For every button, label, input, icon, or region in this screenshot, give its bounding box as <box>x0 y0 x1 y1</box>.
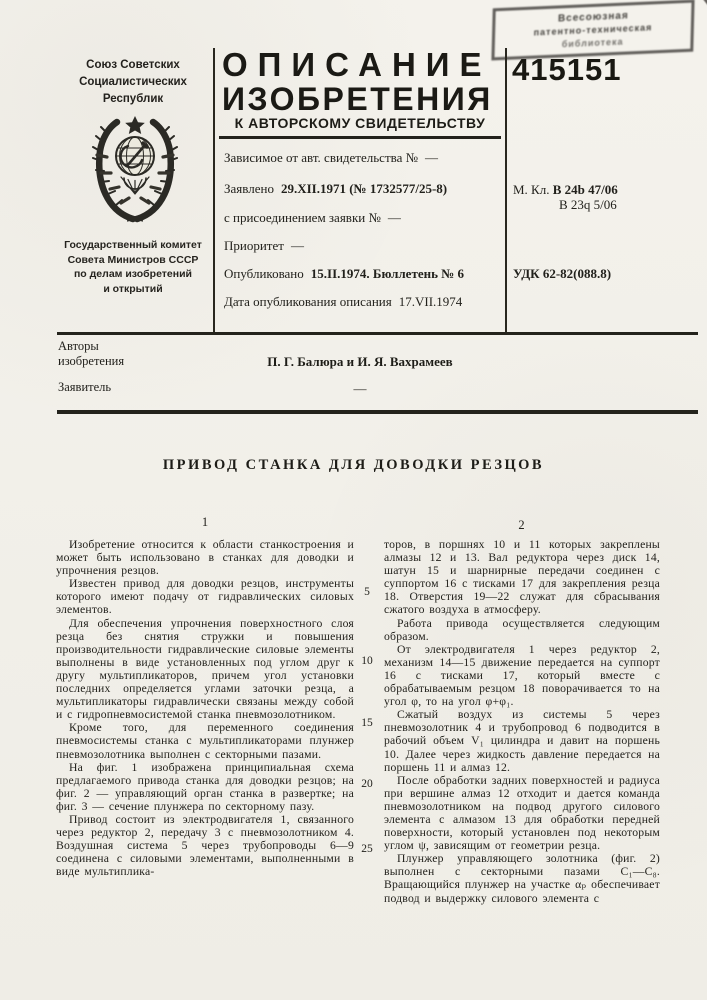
patent-number: 415151 <box>512 52 622 87</box>
paragraph: Привод состоит из электродвигателя 1, связанного через редуктор 2, передачу 3 с пневмозолотником 4. Воздушная система 5 через трубопроводы 6—9 соединена с силовыми элементами, выполненными в виде мультиплика- <box>56 812 354 879</box>
body-column-2 <box>384 538 660 905</box>
paragraph: От электродвигателя 1 через редуктор 2, механизм 14—15 движение передается на суппорт 16 с тисками 17, который вместе с обрабатываемым резцом 18 поворачивается то на угол φ, то на угол φ+φ₁. <box>384 642 660 709</box>
field-row <box>224 266 504 282</box>
committee-line: и открытий <box>103 282 163 295</box>
classification-block <box>513 182 618 212</box>
committee-line: Совета Министров СССР <box>67 253 199 266</box>
field-label: Дата опубликования описания <box>224 294 392 309</box>
field-value: 15.II.1974. Бюллетень № 6 <box>310 266 465 281</box>
union-name-line: Республик <box>102 93 164 105</box>
section-divider <box>57 410 698 414</box>
field-label: с присоединением заявки № <box>224 210 381 225</box>
field-row <box>224 181 504 197</box>
paragraph: На фиг. 1 изображена принципиальная схема предлагаемого привода станка для доводки резцов; на фиг. 2 — управляющий орган станка в развертке; на фиг. 3 — сечение плунжера по секторному пазу. <box>56 760 354 813</box>
field-value: — <box>425 150 439 165</box>
union-name <box>53 57 213 108</box>
line-number-marker: 15 <box>361 717 373 729</box>
field-value: — <box>387 210 401 225</box>
section-divider <box>57 332 698 335</box>
doc-type-title-line2: ИЗОБРЕТЕНИЯ <box>222 81 493 117</box>
classification-code: В 24b 47/06 <box>552 182 618 197</box>
header-divider-right <box>505 48 507 334</box>
line-number-marker: 5 <box>364 586 370 598</box>
authors-label <box>58 339 124 369</box>
header-divider-left <box>213 48 215 334</box>
line-number-marker: 25 <box>361 843 373 855</box>
field-row <box>224 150 504 166</box>
paragraph: Для обеспечения упрочнения поверхностного слоя резца без снятия стружки и повышения производительности гидравлические силовые элементы выполнены в виде установленных под углом друг к другу мультипликаторов, причем угол установки последних определяется углами заточки резца, а мультипликаторы гидравлически связаны между собой и с гидропневмосистемой станка пневмозолотником. <box>56 616 354 722</box>
paragraph: Плунжер управляющего золотника (фиг. 2) выполнен с секторными пазами С₁—С₈. Вращающийся плунжер на участке αₚ обеспечивает подвод и выдержку силового элемента с <box>384 852 660 905</box>
field-label: Заявлено <box>224 181 274 196</box>
field-row <box>224 294 504 310</box>
invention-title: ПРИВОД СТАНКА ДЛЯ ДОВОДКИ РЕЗЦОВ <box>162 457 545 473</box>
line-number-marker: 20 <box>361 778 373 790</box>
applicant-value: — <box>353 381 367 396</box>
authors-label-line: Авторы <box>58 339 99 353</box>
classification-label: М. Кл. <box>513 182 550 197</box>
stamp-line: библиотека <box>561 36 624 49</box>
field-value: — <box>290 238 304 253</box>
line-number-marker: 10 <box>361 655 373 667</box>
paragraph: Сжатый воздух из системы 5 через пневмозолотник 4 и трубопровод 6 подводится в рабочий объем V₁ цилиндра и давит на поршень 10. Далее через жидкость давление передается на поршень 11 и алмаз 12. <box>384 708 660 774</box>
committee-name <box>50 238 216 296</box>
doc-subtitle: К АВТОРСКОМУ СВИДЕТЕЛЬСТВУ <box>219 115 501 139</box>
union-name-line: Социалистических <box>79 76 187 88</box>
field-label: Зависимое от авт. свидетельства № <box>224 150 419 165</box>
stamp-line: Всесоюзная <box>557 9 629 25</box>
applicant-label: Заявитель <box>58 380 112 394</box>
paragraph: Известен привод для доводки резцов, инструменты которого имеют подачу от гидравлических силовых элементов. <box>56 577 354 617</box>
paragraph: торов, в поршнях 10 и 11 которых закреплены алмазы 12 и 13. Вал редуктора через диск 14, шатун 15 и шарнирные передачи соединен с суппортом 16 с тисками 17 для закрепления резца 18. Отверстия 19—22 служат для сбрасывания сжатого воздуха в атмосферу. <box>384 538 660 617</box>
paragraph: После обработки задних поверхностей и радиуса при вершине алмаз 12 отходит и дается команда пневмозолотником на подвод другого силового элемента с алмазом 13 для обработки передней поверхности, который установлен под некоторым углом ψ, зависящим от геометрии резца. <box>384 773 660 853</box>
body-column-1 <box>56 538 354 878</box>
authors-names: П. Г. Балюра и И. Я. Вахрамеев <box>267 354 453 369</box>
doc-type-title-line1: ОПИСАНИЕ <box>222 46 492 83</box>
column-number: 2 <box>518 518 525 532</box>
field-label: Приоритет <box>224 238 284 253</box>
paragraph: Изобретение относится к области станкостроения и может быть использовано в станках для доводки и упрочнения резцов. <box>56 538 354 578</box>
committee-line: Государственный комитет <box>64 239 202 251</box>
field-value: 29.XII.1971 (№ 1732577/25-8) <box>280 181 448 196</box>
paragraph: Кроме того, для переменного соединения пневмосистемы станка с мультипликаторами плунжер пневмозолотника выполнен с секторными пазами. <box>56 721 354 761</box>
udc-code: УДК 62-82(088.8) <box>513 266 612 281</box>
ussr-emblem-icon <box>88 114 182 226</box>
field-value: 17.VII.1974 <box>398 294 463 309</box>
stamp-line: патентно-техническая <box>533 21 653 38</box>
classification-code: В 23q 5/06 <box>559 197 617 212</box>
committee-line: по делам изобретений <box>73 268 193 280</box>
authors-label-line: изобретения <box>58 354 125 368</box>
field-row <box>224 210 504 226</box>
column-number: 1 <box>201 515 209 529</box>
union-name-line: Союз Советских <box>86 59 180 71</box>
field-row <box>224 238 504 254</box>
paragraph: Работа привода осуществляется следующим образом. <box>384 616 660 643</box>
field-label: Опубликовано <box>224 266 304 281</box>
